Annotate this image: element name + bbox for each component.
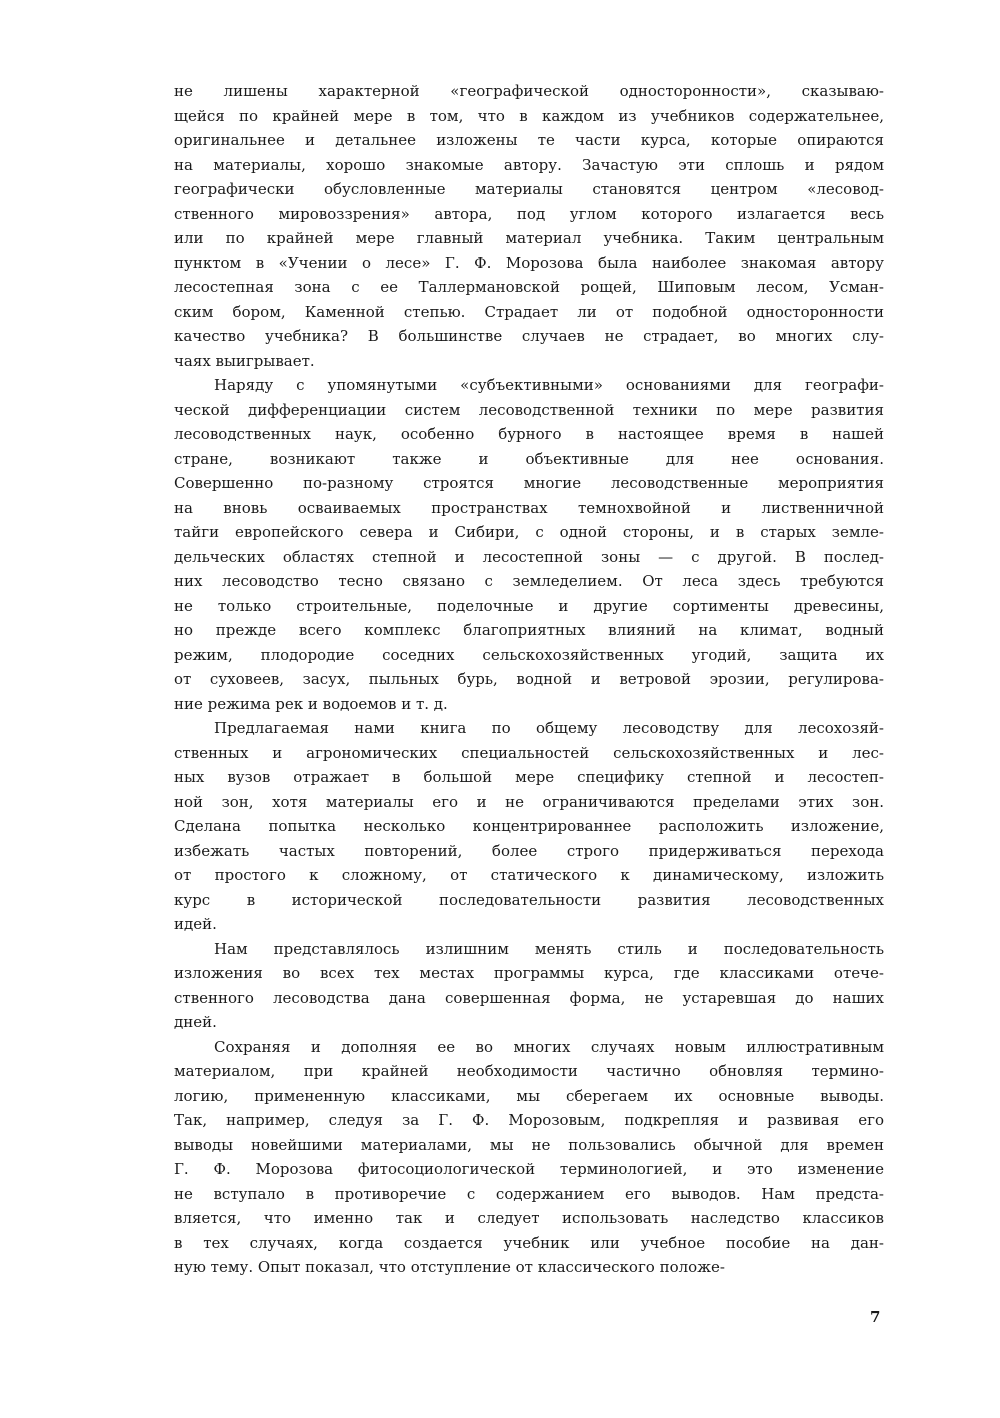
text-line: качество учебника? В большинстве случаев не страдает, во многих слу- [174,327,884,345]
text-line: ским бором, Каменной степью. Страдает ли от подобной односторонности [174,302,884,321]
text-line: стране, возникают также и объективные для нее основания. [174,449,884,468]
text-line: ческой дифференциации систем лесоводственной техники по мере развития [174,400,884,419]
text-line: вляется, что именно так и следует использовать наследство классиков [174,1209,884,1227]
text-line: чаях выигрывает. [174,351,315,370]
text-line: Так, например, следуя за Г. Ф. Морозовым, подкрепляя и развивая его [174,1111,884,1129]
text-line: материалом, при крайней необходимости частично обновляя термино- [174,1062,884,1080]
text-line: выводы новейшими материалами, мы не пользовались обычной для времен [174,1135,884,1154]
text-line: от простого к сложному, от статического к динамическому, изложить [174,866,884,884]
paragraph [174,716,884,937]
text-line: идей. [174,915,217,933]
text-line: ную тему. Опыт показал, что отступление от классического положе- [174,1258,725,1276]
text-line: дельческих областях степной и лесостепной зоны — с другой. В послед- [174,547,884,566]
text-line: лесоводственных наук, особенно бурного в настоящее время в нашей [174,425,884,443]
text-line: избежать частых повторений, более строго придерживаться перехода [174,841,884,860]
text-line: тайги европейского севера и Сибири, с одной стороны, и в старых земле- [174,523,884,541]
text-line: дней. [174,1013,217,1031]
text-line: на материалы, хорошо знакомые автору. Зачастую эти сплошь и рядом [174,155,884,174]
text-line: не только строительные, поделочные и другие сортименты древесины, [174,596,884,615]
text-line: Наряду с упомянутыми «субъективными» основаниями для географи- [214,376,884,394]
text-line: них лесоводство тесно связано с земледелием. От леса здесь требуются [174,572,884,590]
body-text [174,79,884,1280]
text-line: ной зон, хотя материалы его и не ограничиваются пределами этих зон. [174,792,884,811]
text-line: ных вузов отражает в большой мере специфику степной и лесостеп- [174,768,884,786]
text-line: Г. Ф. Морозова фитосоциологической терминологией, и это изменение [174,1160,884,1178]
text-line: режим, плодородие соседних сельскохозяйственных угодий, защита их [174,645,884,664]
text-line: лесостепная зона с ее Таллермановской рощей, Шиповым лесом, Усман- [174,278,884,296]
text-line: ственного лесоводства дана совершенная форма, не устаревшая до наших [174,988,884,1007]
paragraph [174,373,884,716]
text-line: Совершенно по-разному строятся многие лесоводственные мероприятия [174,474,884,492]
text-line: в тех случаях, когда создается учебник или учебное пособие на дан- [174,1233,884,1252]
text-line: ственного мировоззрения» автора, под углом которого излагается весь [174,204,884,223]
page-number: 7 [870,1308,881,1326]
text-line: щейся по крайней мере в том, что в каждом из учебников содержательнее, [174,106,884,125]
paragraph [174,79,884,373]
text-line: Предлагаемая нами книга по общему лесоводству для лесохозяй- [214,719,884,737]
text-line: не лишены характерной «географической односторонности», сказываю- [174,82,884,100]
text-line: на вновь осваиваемых пространствах темнохвойной и лиственничной [174,498,884,517]
text-line: ственных и агрономических специальностей сельскохозяйственных и лес- [174,743,884,762]
text-line: но прежде всего комплекс благоприятных влияний на климат, водный [174,621,884,639]
text-line: Нам представлялось излишним менять стиль и последовательность [214,939,884,958]
text-line: Сделана попытка несколько концентрированнее расположить изложение, [174,817,884,835]
paragraph [174,1035,884,1280]
text-line: от суховеев, засух, пыльных бурь, водной и ветровой эрозии, регулирова- [174,670,884,688]
text-line: пунктом в «Учении о лесе» Г. Ф. Морозова была наиболее знакомая автору [174,253,884,272]
text-line: или по крайней мере главный материал учебника. Таким центральным [174,229,884,247]
text-line: Сохраняя и дополняя ее во многих случаях новым иллюстративным [214,1037,884,1056]
text-line: не вступало в противоречие с содержанием его выводов. Нам предста- [174,1184,884,1203]
text-line: логию, примененную классиками, мы сберегаем их основные выводы. [174,1086,884,1105]
text-line: изложения во всех тех местах программы курса, где классиками отече- [174,964,884,982]
text-line: курс в исторической последовательности развития лесоводственных [174,890,884,909]
text-line: оригинальнее и детальнее изложены те части курса, которые опираются [174,131,884,149]
paragraph [174,937,884,1035]
text-line: ние режима рек и водоемов и т. д. [174,694,448,713]
text-line: географически обусловленные материалы становятся центром «лесовод- [174,180,884,198]
